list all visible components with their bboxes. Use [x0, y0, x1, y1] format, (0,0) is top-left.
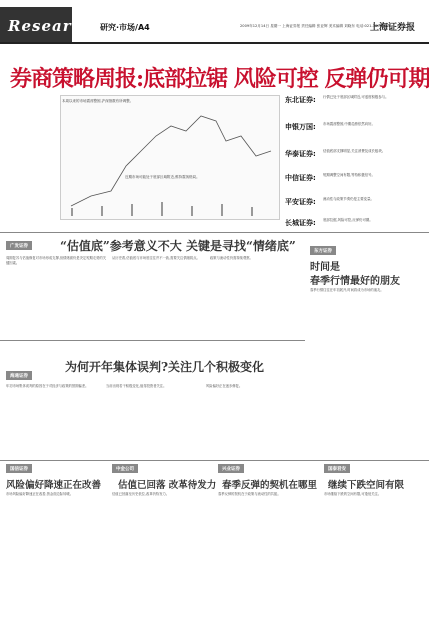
section1-right-tag: 东方证券 [310, 246, 336, 255]
article-text: 年初市场集体误判的原因在于对经济与政策的预期偏差。 [6, 384, 89, 388]
section-label: 研究·市场/A4 [100, 23, 150, 32]
section3-title: 估值已回落 改革待发力 [118, 480, 217, 491]
section1-right-title: 时间是 [310, 262, 340, 273]
article-text: 市场风险偏好降速正在改善,资金面边际转暖。 [6, 492, 73, 496]
section3-tag: 国泰君安 [324, 464, 350, 473]
divider [0, 340, 305, 341]
article-text: 市场继续下跌的空间有限,可逢低关注。 [324, 492, 382, 496]
article-text: 政策与流动性仍需持续观察。 [210, 256, 253, 260]
main-headline: 券商策略周报:底部拉锯 风险可控 反弹仍可期 [10, 66, 429, 92]
section3-title: 春季反弹的契机在哪里 [222, 480, 318, 491]
section2-title: 为何开年集体误判?关注几个积极变化 [65, 360, 265, 374]
article-text: 当前出现若干积极变化,值得投资者关注。 [106, 384, 167, 388]
analyst-item: 平安证券: 流动性与政策节奏仍是主要变量。 [285, 197, 374, 206]
market-line-image [61, 96, 279, 219]
market-chart-image [60, 95, 280, 220]
section3-tag: 兴业证券 [218, 464, 244, 473]
article-text: 春季反弹的契机在于政策与流动性的共振。 [218, 492, 281, 496]
section1-tag: 广发证券 [6, 241, 32, 250]
analyst-item: 华泰证券: 估值底部支撑明显,关注消费及成长板块。 [285, 149, 386, 158]
analyst-item: 东北证券: 行情已处于底部区域附近,可适度积极参与。 [285, 95, 389, 104]
divider [0, 232, 429, 233]
article-text: 估值已回落至历史低位,改革仍待发力。 [112, 492, 170, 496]
date-line: 2009年12月14日 星期一 上海证券报 责任编辑 张亚辉 美术编辑 刘晓东 电话:021-38967688 [240, 24, 391, 28]
section2-tag: 海通证券 [6, 371, 32, 380]
article-text: 从历史看,估值底与市场底往往并不一致,需要关注情绪拐点。 [112, 256, 200, 260]
article-text: 春季行情往往在年初展开,时间将成为市场的朋友。 [310, 288, 384, 292]
analyst-item: 申银万国: 市场震荡整固,中期趋势依然向好。 [285, 122, 375, 131]
analyst-item: 中信证券: 短期调整空间有限,等待积极信号。 [285, 173, 375, 182]
section3-title: 继续下跌空间有限 [328, 480, 405, 491]
analyst-item: 长城证券: 底部拉锯,风险可控,反弹仍可期。 [285, 218, 373, 227]
chart-caption: 本周以来的市场震荡整固,沪深指数有所调整。 [62, 99, 134, 103]
section1-right-title2: 春季行情最好的朋友 [310, 276, 400, 287]
header-rule [0, 42, 429, 44]
section3-title: 风险偏好降速正在改善 [6, 480, 102, 491]
article-text: 周期复苏与估值修复对市场形成支撑,但情绪面仍是决定短期走势的关键因素。 [6, 256, 106, 265]
article-text: 风险偏好正在逐步修复。 [206, 384, 243, 388]
divider [0, 460, 429, 461]
section3-tag: 中金公司 [112, 464, 138, 473]
paper-name: 上海证券报 [370, 23, 416, 33]
chart-caption-2: 近期市场可能处于底部区域附近,维持震荡格局。 [125, 175, 200, 179]
masthead [0, 0, 429, 42]
section3-tag: 国信证券 [6, 464, 32, 473]
section1-title: “估值底”参考意义不大 关键是寻找“情绪底” [60, 239, 296, 253]
brand-logo: Research [0, 7, 72, 43]
